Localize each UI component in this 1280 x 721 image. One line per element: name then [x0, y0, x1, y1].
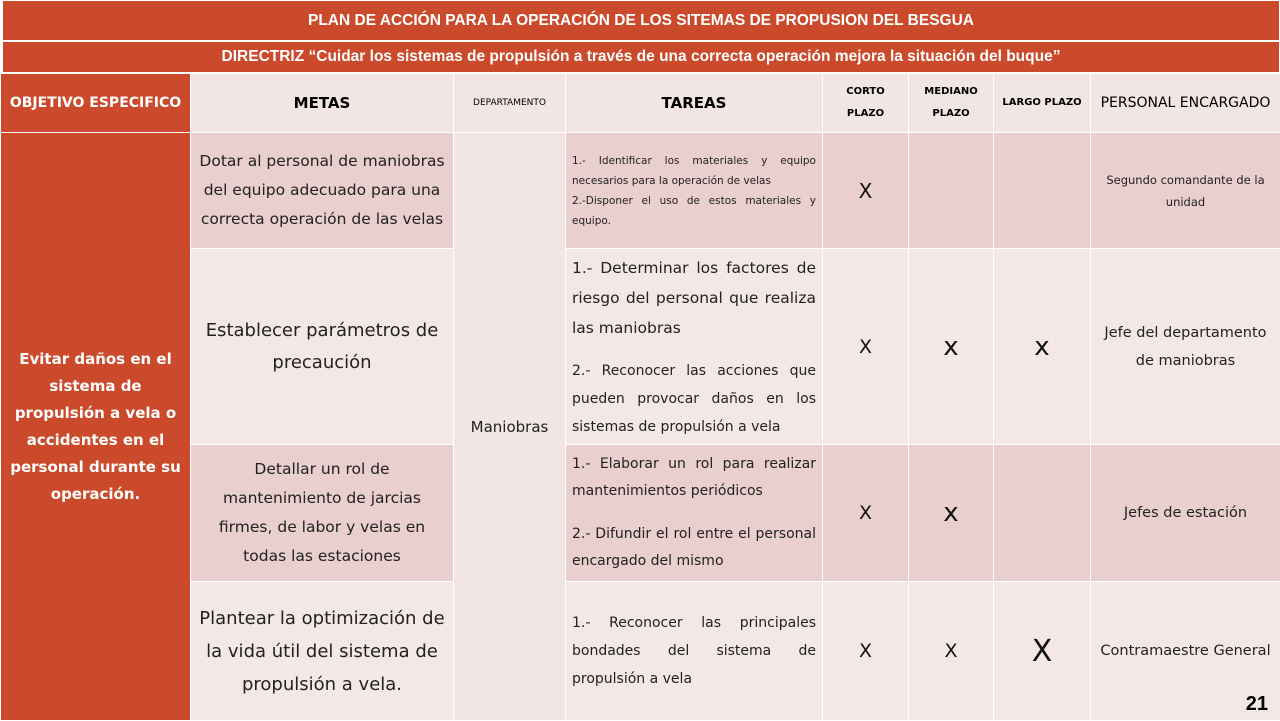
tareas-cell — [566, 445, 823, 582]
tarea-item: 1.- Determinar los factores de riesgo del personal que realiza las maniobras — [572, 253, 816, 343]
mediano-mark — [909, 133, 994, 249]
meta-cell: Plantear la optimización de la vida útil del sistema de propulsión a vela. — [191, 582, 454, 721]
tareas-cell — [566, 133, 823, 249]
tareas-cell — [566, 249, 823, 445]
corto-mark: X — [823, 582, 909, 721]
tarea-item: 2.- Difundir el rol entre el personal encargado del mismo — [572, 521, 816, 575]
meta-cell: Detallar un rol de mantenimiento de jarcias firmes, de labor y velas en todas las estaciones — [191, 445, 454, 582]
directive-banner: DIRECTRIZ “Cuidar los sistemas de propulsión a través de una correcta operación mejora la situación del buque” — [2, 41, 1280, 73]
tarea-item: 1.- Reconocer las principales bondades del sistema de propulsión a vela — [572, 609, 816, 693]
meta-cell: Establecer parámetros de precaución — [191, 249, 454, 445]
corto-mark: X — [823, 133, 909, 249]
largo-mark: X — [994, 582, 1091, 721]
header-personal: PERSONAL ENCARGADO — [1091, 74, 1280, 133]
mediano-mark: x — [909, 445, 994, 582]
tarea-item: 2.- Reconocer las acciones que pueden provocar daños en los sistemas de propulsión a vela — [572, 357, 816, 441]
personal-cell: Jefe del departamento de maniobras — [1091, 249, 1280, 445]
tarea-item: 2.-Disponer el uso de estos materiales y equipo. — [572, 191, 816, 231]
largo-mark — [994, 445, 1091, 582]
objetivo-cell: Evitar daños en el sistema de propulsión a vela o accidentes en el personal durante su operación. — [1, 133, 191, 721]
meta-cell: Dotar al personal de maniobras del equipo adecuado para una correcta operación de las velas — [191, 133, 454, 249]
mediano-mark: x — [909, 249, 994, 445]
plan-title: PLAN DE ACCIÓN PARA LA OPERACIÓN DE LOS SITEMAS DE PROPUSION DEL BESGUA — [2, 0, 1280, 41]
tarea-item: 1.- Identificar los materiales y equipo necesarios para la operación de velas — [572, 151, 816, 191]
largo-mark — [994, 133, 1091, 249]
mediano-mark: X — [909, 582, 994, 721]
personal-cell: Segundo comandante de la unidad — [1091, 133, 1280, 249]
header-objetivo: OBJETIVO ESPECIFICO — [1, 74, 191, 133]
table-row — [1, 582, 1280, 721]
corto-mark: X — [823, 445, 909, 582]
action-plan-table — [0, 73, 1280, 721]
header-departamento: DEPARTAMENTO — [454, 74, 566, 133]
personal-cell: Jefes de estación — [1091, 445, 1280, 582]
departamento-cell: Maniobras — [454, 133, 566, 721]
corto-mark: X — [823, 249, 909, 445]
largo-mark: x — [994, 249, 1091, 445]
header-corto-plazo: CORTO PLAZO — [823, 74, 909, 133]
table-row — [1, 445, 1280, 582]
table-row — [1, 133, 1280, 249]
tareas-cell — [566, 582, 823, 721]
tarea-item: 1.- Elaborar un rol para realizar mantenimientos periódicos — [572, 451, 816, 505]
page-number: 21 — [1246, 693, 1268, 716]
table-row — [1, 249, 1280, 445]
header-row — [1, 74, 1280, 133]
header-metas: METAS — [191, 74, 454, 133]
header-largo-plazo: LARGO PLAZO — [994, 74, 1091, 133]
header-tareas: TAREAS — [566, 74, 823, 133]
personal-cell: Contramaestre General — [1091, 582, 1280, 721]
header-mediano-plazo: MEDIANO PLAZO — [909, 74, 994, 133]
